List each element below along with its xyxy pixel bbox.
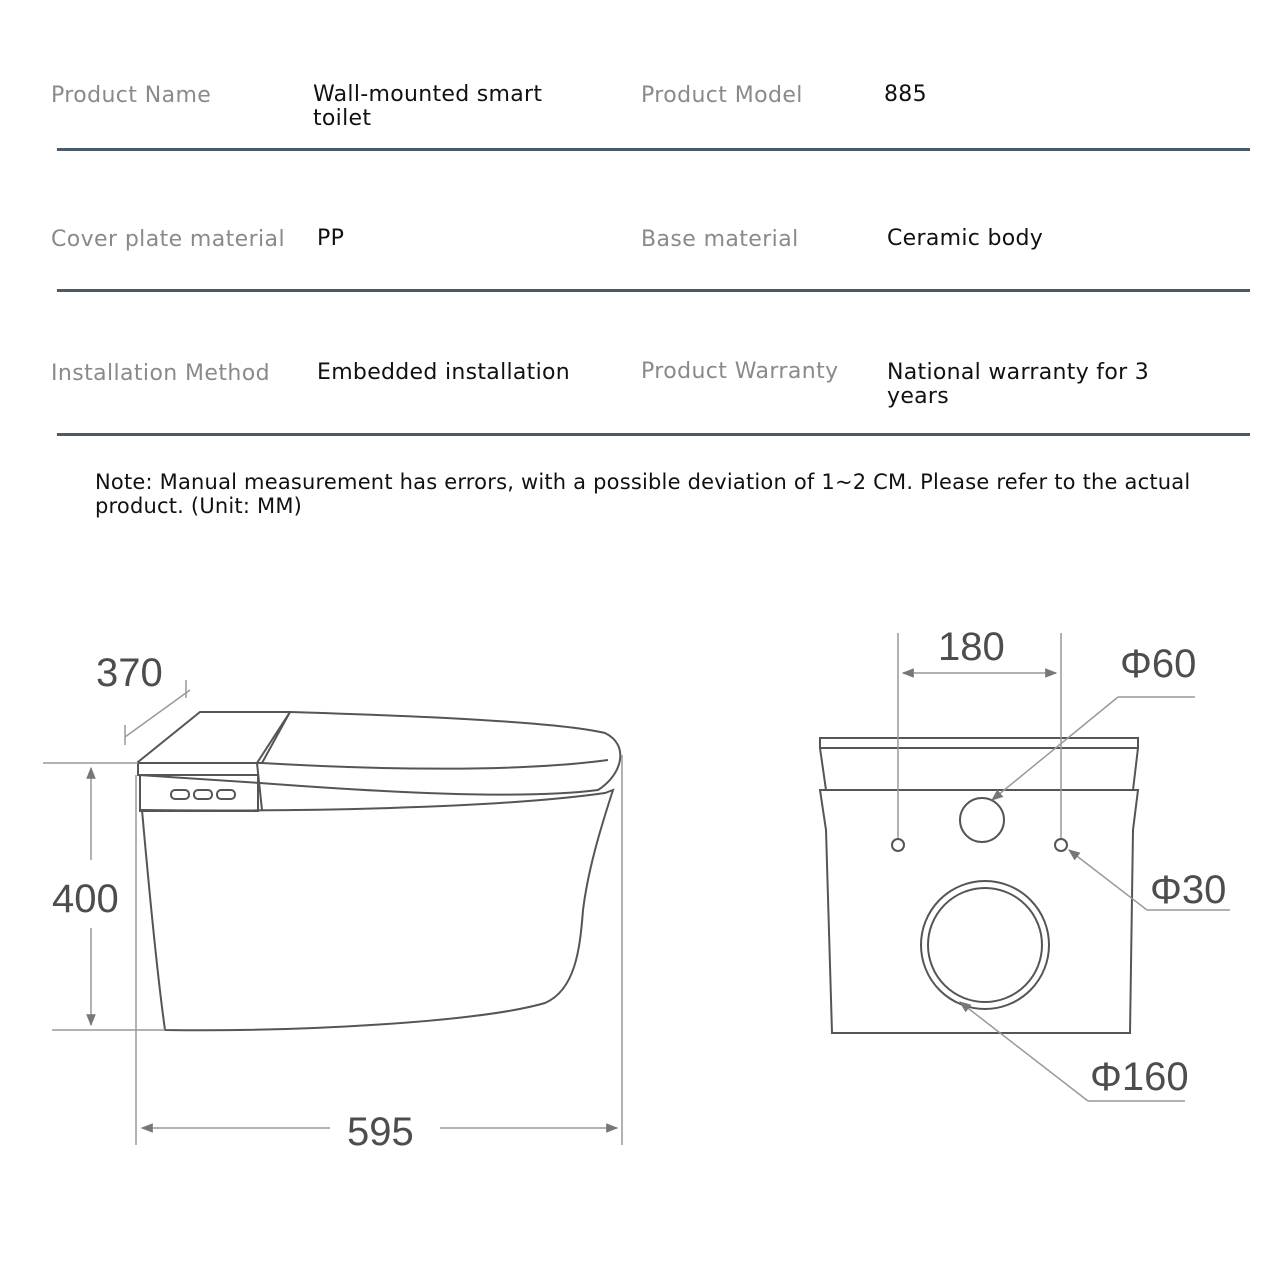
product-warranty-value: National warranty for 3 years	[887, 360, 1150, 409]
hole-spacing-dimension: 180	[938, 625, 1005, 669]
top-hole-diameter: Φ60	[1120, 642, 1197, 686]
toilet-body	[142, 790, 613, 1030]
installation-method-value: Embedded installation	[317, 360, 571, 385]
rear-view	[820, 738, 1138, 1033]
top-hole	[960, 798, 1004, 842]
length-dimension: 595	[347, 1110, 414, 1154]
side-view	[138, 712, 620, 1030]
base-material-value: Ceramic body	[887, 226, 1044, 251]
product-name-label: Product Name	[51, 83, 212, 108]
rear-body	[820, 790, 1138, 1033]
control-button	[217, 790, 235, 799]
measurement-note: Note: Manual measurement has errors, with a possible deviation of 1~2 CM. Please refer to the actual product. (Unit: MM)	[95, 470, 1191, 518]
fixing-hole-right	[1055, 839, 1067, 851]
fixing-hole-left	[892, 839, 904, 851]
product-warranty-label: Product Warranty	[641, 359, 839, 384]
control-button	[171, 790, 189, 799]
cover-material-value: PP	[317, 226, 345, 251]
base-material-label: Base material	[641, 227, 799, 252]
depth-dimension: 370	[96, 651, 163, 695]
product-model-value: 885	[884, 82, 927, 107]
outlet-inner	[928, 888, 1042, 1002]
control-button	[194, 790, 212, 799]
side-dimensions	[43, 680, 622, 1145]
toilet-lid	[138, 712, 620, 795]
product-model-label: Product Model	[641, 83, 803, 108]
rear-dimensions	[898, 633, 1230, 1101]
outlet-diameter: Φ160	[1090, 1055, 1189, 1099]
height-dimension: 400	[52, 877, 119, 921]
side-hole-diameter: Φ30	[1150, 868, 1227, 912]
installation-method-label: Installation Method	[51, 361, 270, 386]
rear-lid	[820, 738, 1138, 790]
outlet-outer	[921, 881, 1049, 1009]
cover-material-label: Cover plate material	[51, 227, 285, 252]
product-name-value: Wall-mounted smart toilet	[313, 82, 543, 131]
